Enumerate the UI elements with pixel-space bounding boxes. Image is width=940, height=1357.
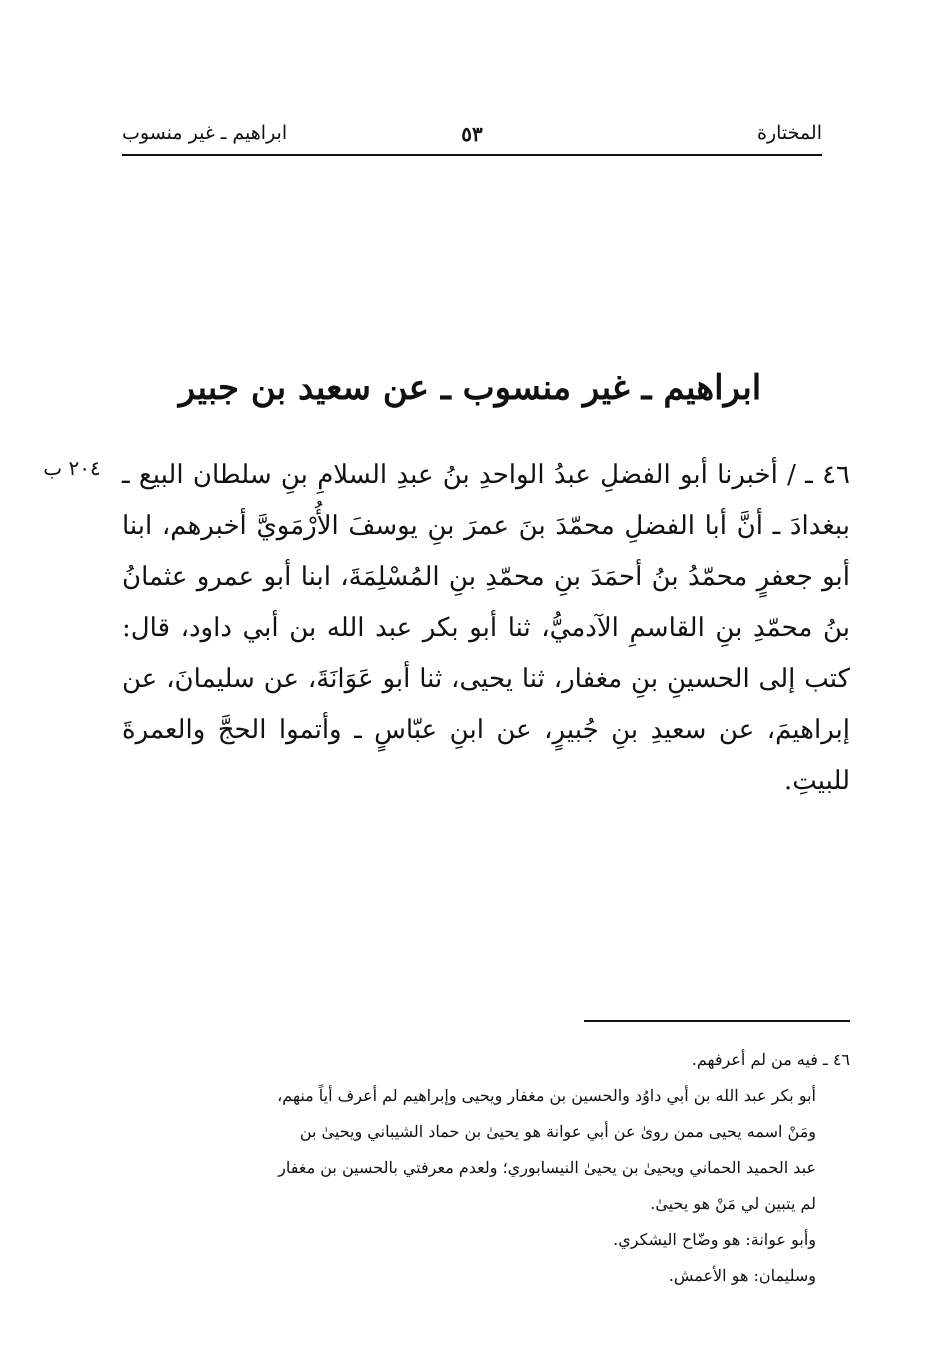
chapter-title: ابراهيم ـ غير منسوب ـ عن سعيد بن جبير [178,368,762,408]
footnote-rule [584,1020,850,1022]
header-book-title: المختارة [757,122,822,144]
footnote-line: عبد الحميد الحماني ويحيىٰ بن يحيىٰ النيسابوري؛ ولعدم معرفتي بالحسين بن مغفار [278,1158,816,1177]
manuscript-folio-note: ٢٠٤ ب [43,456,101,480]
footnote-line: وسليمان: هو الأعمش. [668,1266,816,1285]
page-number: ٥٣ [461,122,483,146]
footnote-line: لم يتبين لي مَنْ هو يحيىٰ. [650,1194,816,1213]
footnote-line: وأبو عوانة: هو وضّاح اليشكري. [613,1230,816,1249]
header-section-title: ابراهيم ـ غير منسوب [122,122,288,144]
footnote-line: ٤٦ ـ فيه من لم أعرفهم. [691,1050,850,1069]
footnote-line: ومَنْ اسمه يحيى ممن روىٰ عن أبي عوانة هو يحيىٰ بن حماد الشيباني ويحيىٰ بن [299,1122,816,1141]
footnotes [118,1042,850,1294]
page-header [122,122,822,156]
footnote-line: أبو بكر عبد الله بن أبي داوُد والحسين بن مغفار ويحيى وإبراهيم لم أعرف أياً منهم، [277,1086,816,1105]
header-rule [122,154,822,156]
hadith-text: ٤٦ ـ / أخبرنا أبو الفضلِ عبدُ الواحدِ بنُ عبدِ السلامِ بنِ سلطان البيع ـ ببغدادَ ـ أنَّ أبا الفضلِ محمّدَ بنَ عمرَ بنِ يوسفَ الأُرْمَويَّ أخبرهم، ابنا أبو جعفرٍ محمّدُ بنُ أحمَدَ بنِ محمّدِ بنِ المُسْلِمَةَ، ابنا أبو عمرو عثمانُ بنُ محمّدِ بنِ القاسمِ الآدميُّ، ثنا أبو بكر عبد الله بن أبي داود، قال: كتب إلى الحسينِ بنِ مغفار، ثنا يحيى، ثنا أبو عَوَانَةَ، عن سليمانَ، عن إبراهيمَ، عن سعيدِ بنِ جُبيرٍ، عن ابنِ عبّاسٍ ـ وأتموا الحجَّ والعمرةَ للبيتِ. [122,460,850,796]
